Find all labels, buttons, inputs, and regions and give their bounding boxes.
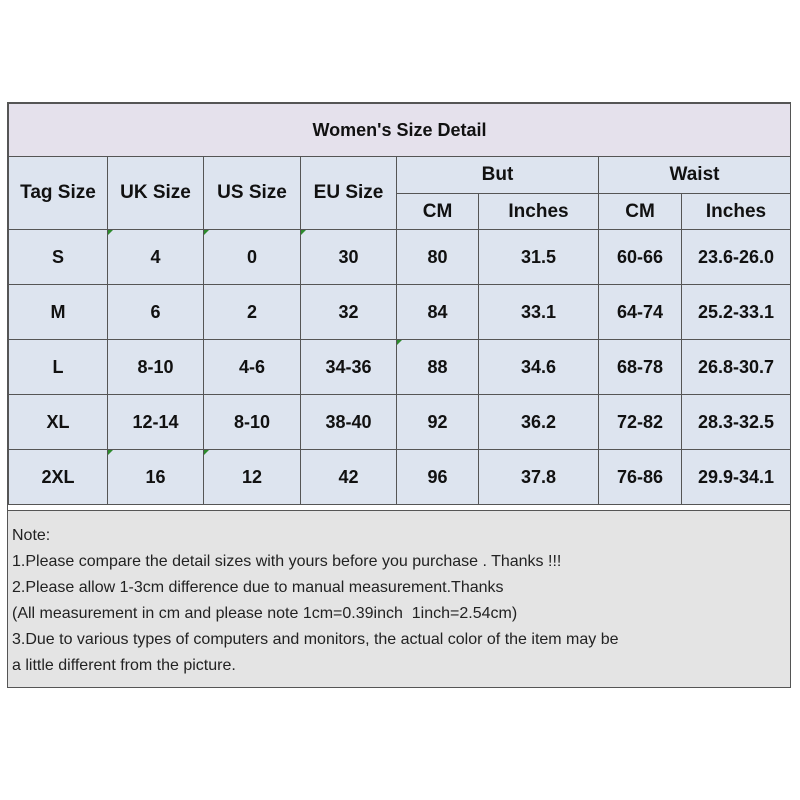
table-row xyxy=(9,285,791,340)
cell-tag-size: 2XL xyxy=(9,450,108,505)
notes-heading: Note: xyxy=(12,527,51,544)
cell-eu-size: 34-36 xyxy=(301,340,397,395)
header-uk-size: UK Size xyxy=(108,157,204,230)
notes-section xyxy=(8,510,790,687)
table-row xyxy=(9,395,791,450)
cell-tag-size: S xyxy=(9,230,108,285)
size-chart xyxy=(7,102,791,688)
header-waist-inches: Inches xyxy=(682,194,791,230)
cell-uk-size: 12-14 xyxy=(108,395,204,450)
cell-bust-inches: 34.6 xyxy=(479,340,599,395)
cell-bust-cm: 84 xyxy=(397,285,479,340)
cell-waist-inches: 29.9-34.1 xyxy=(682,450,791,505)
cell-us-size: 0 xyxy=(204,230,301,285)
cell-waist-cm: 60-66 xyxy=(599,230,682,285)
header-row xyxy=(9,157,791,194)
note-line: 1.Please compare the detail sizes with yours before you purchase . Thanks !!! xyxy=(12,553,562,570)
cell-eu-size: 38-40 xyxy=(301,395,397,450)
cell-us-size: 8-10 xyxy=(204,395,301,450)
cell-eu-size: 32 xyxy=(301,285,397,340)
cell-bust-inches: 37.8 xyxy=(479,450,599,505)
cell-bust-cm: 88 xyxy=(397,340,479,395)
title-row xyxy=(9,104,791,157)
header-bust-inches: Inches xyxy=(479,194,599,230)
cell-bust-inches: 31.5 xyxy=(479,230,599,285)
cell-waist-cm: 64-74 xyxy=(599,285,682,340)
header-bust-cm: CM xyxy=(397,194,479,230)
cell-waist-inches: 28.3-32.5 xyxy=(682,395,791,450)
cell-tag-size: L xyxy=(9,340,108,395)
cell-bust-cm: 92 xyxy=(397,395,479,450)
cell-us-size: 2 xyxy=(204,285,301,340)
table-title: Women's Size Detail xyxy=(9,104,791,157)
header-waist-group: Waist xyxy=(599,157,791,194)
cell-waist-inches: 25.2-33.1 xyxy=(682,285,791,340)
cell-tag-size: M xyxy=(9,285,108,340)
table-row xyxy=(9,340,791,395)
cell-waist-inches: 23.6-26.0 xyxy=(682,230,791,285)
note-line: 2.Please allow 1-3cm difference due to manual measurement.Thanks xyxy=(12,579,504,596)
cell-eu-size: 30 xyxy=(301,230,397,285)
note-line: a little different from the picture. xyxy=(12,657,236,674)
table-row xyxy=(9,450,791,505)
cell-bust-cm: 96 xyxy=(397,450,479,505)
cell-eu-size: 42 xyxy=(301,450,397,505)
cell-waist-cm: 72-82 xyxy=(599,395,682,450)
cell-tag-size: XL xyxy=(9,395,108,450)
size-table xyxy=(8,103,791,505)
cell-bust-inches: 36.2 xyxy=(479,395,599,450)
cell-waist-cm: 76-86 xyxy=(599,450,682,505)
header-waist-cm: CM xyxy=(599,194,682,230)
header-bust-group: But xyxy=(397,157,599,194)
cell-bust-inches: 33.1 xyxy=(479,285,599,340)
header-eu-size: EU Size xyxy=(301,157,397,230)
note-line: 3.Due to various types of computers and monitors, the actual color of the item may be xyxy=(12,631,619,648)
note-line: (All measurement in cm and please note 1cm=0.39inch 1inch=2.54cm) xyxy=(12,605,518,622)
cell-us-size: 4-6 xyxy=(204,340,301,395)
table-row xyxy=(9,230,791,285)
cell-uk-size: 8-10 xyxy=(108,340,204,395)
cell-us-size: 12 xyxy=(204,450,301,505)
header-tag-size: Tag Size xyxy=(9,157,108,230)
cell-uk-size: 6 xyxy=(108,285,204,340)
cell-bust-cm: 80 xyxy=(397,230,479,285)
cell-uk-size: 16 xyxy=(108,450,204,505)
cell-uk-size: 4 xyxy=(108,230,204,285)
cell-waist-inches: 26.8-30.7 xyxy=(682,340,791,395)
header-us-size: US Size xyxy=(204,157,301,230)
cell-waist-cm: 68-78 xyxy=(599,340,682,395)
